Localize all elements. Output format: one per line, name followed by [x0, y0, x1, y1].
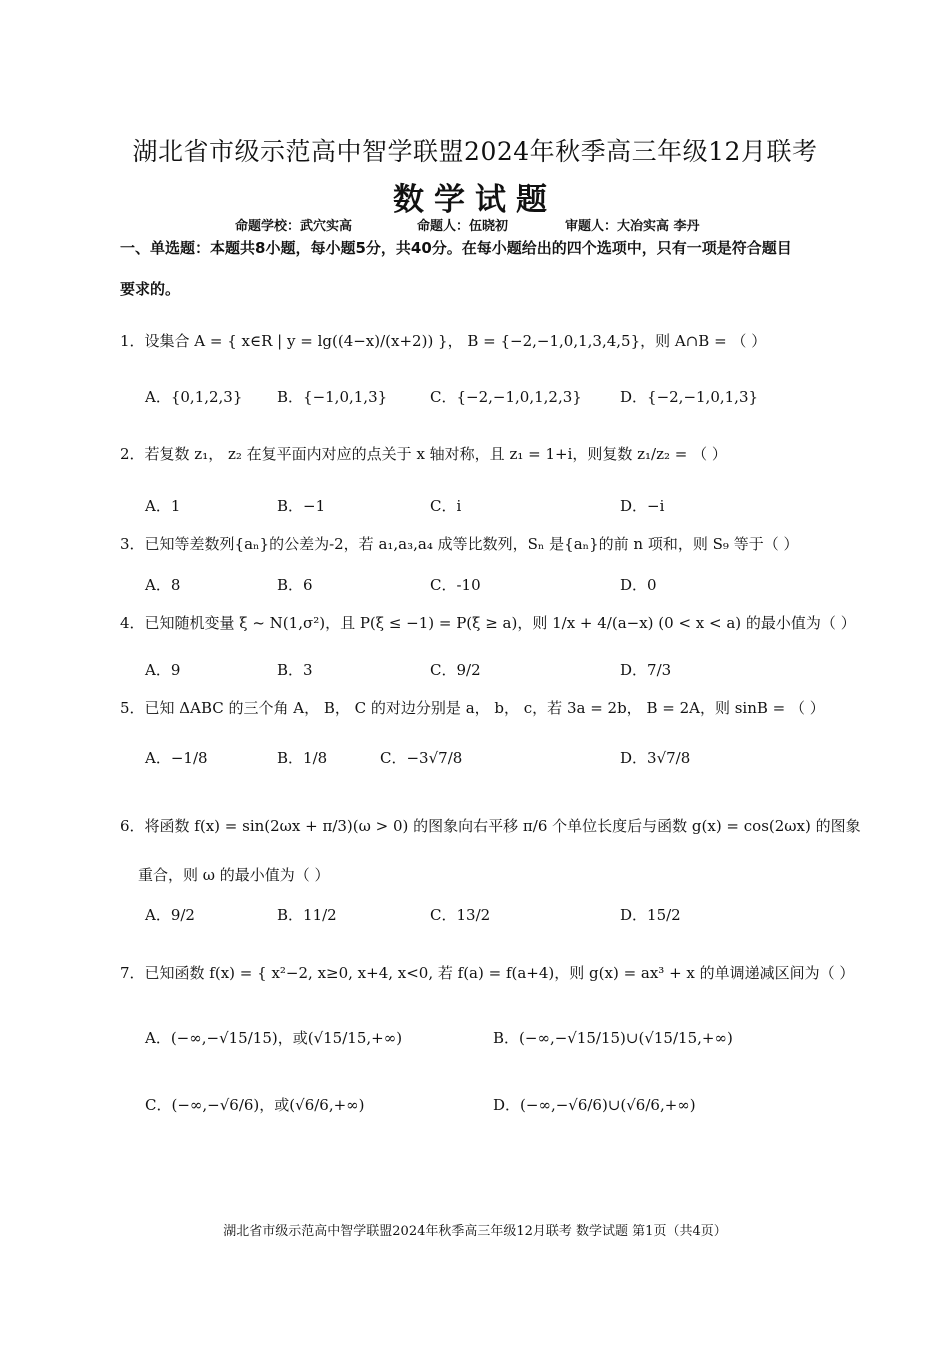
- q6-option-c: C．13/2: [430, 906, 491, 924]
- q5-option-a: A．−1/8: [145, 749, 208, 767]
- q2-option-a: A．1: [145, 497, 181, 515]
- reviewer-label: 审题人：大冶实高 李丹: [565, 219, 700, 234]
- q6-option-a: A．9/2: [145, 906, 195, 924]
- q1-option-c: C．{−2,−1,0,1,2,3}: [430, 388, 582, 406]
- school-label: 命题学校：武穴实高: [235, 219, 353, 234]
- q4-option-a: A．9: [145, 661, 181, 679]
- q1-option-b: B．{−1,0,1,3}: [277, 388, 388, 406]
- question-6: 6．将函数 f(x) = sin(2ωx + π/3)(ω > 0) 的图象向右平移 π/6 个单位长度后与函数 g(x) = cos(2ωx) 的图象: [120, 817, 861, 835]
- q2-option-d: D．−i: [620, 497, 665, 515]
- q2-option-c: C．i: [430, 497, 462, 515]
- question-2: 2．若复数 z₁， z₂ 在复平面内对应的点关于 x 轴对称，且 z₁ = 1+i，则复数 z₁/z₂ = （ ）: [120, 445, 727, 463]
- q3-option-b: B．6: [277, 576, 313, 594]
- q4-option-c: C．9/2: [430, 661, 481, 679]
- section-heading-cont: 要求的。: [120, 280, 181, 298]
- q7-option-c: C．(−∞,−√6/6)，或(√6/6,+∞): [145, 1096, 365, 1114]
- q3-option-a: A．8: [145, 576, 181, 594]
- question-6-cont: 重合，则 ω 的最小值为（ ）: [138, 866, 330, 884]
- question-7: 7．已知函数 f(x) = { x²−2, x≥0, x+4, x<0, 若 f(a) = f(a+4)，则 g(x) = ax³ + x 的单调递减区间为（ ）: [120, 964, 855, 982]
- q7-option-b: B．(−∞,−√15/15)∪(√15/15,+∞): [493, 1029, 733, 1047]
- question-3: 3．已知等差数列{aₙ}的公差为-2，若 a₁,a₃,a₄ 成等比数列，Sₙ 是{aₙ}的前 n 项和，则 S₉ 等于（ ）: [120, 535, 799, 553]
- q7-option-d: D．(−∞,−√6/6)∪(√6/6,+∞): [493, 1096, 696, 1114]
- page-footer: 湖北省市级示范高中智学联盟2024年秋季高三年级12月联考 数学试题 第1页（共4页）: [223, 1224, 727, 1239]
- q6-option-d: D．15/2: [620, 906, 681, 924]
- exam-title: 湖北省市级示范高中智学联盟2024年秋季高三年级12月联考: [132, 137, 818, 166]
- question-5: 5．已知 ΔABC 的三个角 A， B， C 的对边分别是 a， b， c，若 3a = 2b， B = 2A，则 sinB = （ ）: [120, 699, 825, 717]
- q5-option-c: C．−3√7/8: [380, 749, 463, 767]
- q3-option-d: D．0: [620, 576, 657, 594]
- question-4: 4．已知随机变量 ξ ~ N(1,σ²)，且 P(ξ ≤ −1) = P(ξ ≥ a)，则 1/x + 4/(a−x) (0 < x < a) 的最小值为（ ）: [120, 614, 856, 632]
- q3-option-c: C．-10: [430, 576, 481, 594]
- question-1: 1．设集合 A = { x∈R | y = lg((4−x)/(x+2)) }， B = {−2,−1,0,1,3,4,5}，则 A∩B = （ ）: [120, 332, 767, 350]
- q4-option-b: B．3: [277, 661, 313, 679]
- q5-option-b: B．1/8: [277, 749, 328, 767]
- q6-option-b: B．11/2: [277, 906, 337, 924]
- q1-option-d: D．{−2,−1,0,1,3}: [620, 388, 759, 406]
- q5-option-d: D．3√7/8: [620, 749, 691, 767]
- q4-option-d: D．7/3: [620, 661, 672, 679]
- q7-option-a: A．(−∞,−√15/15)，或(√15/15,+∞): [145, 1029, 403, 1047]
- author-label: 命题人：伍晓初: [417, 219, 509, 234]
- subject-title: 数学试题: [393, 182, 557, 218]
- q1-option-a: A．{0,1,2,3}: [145, 388, 243, 406]
- section-heading: 一、单选题：本题共8小题，每小题5分，共40分。在每小题给出的四个选项中，只有一项是符合题目: [120, 239, 792, 257]
- q2-option-b: B．−1: [277, 497, 326, 515]
